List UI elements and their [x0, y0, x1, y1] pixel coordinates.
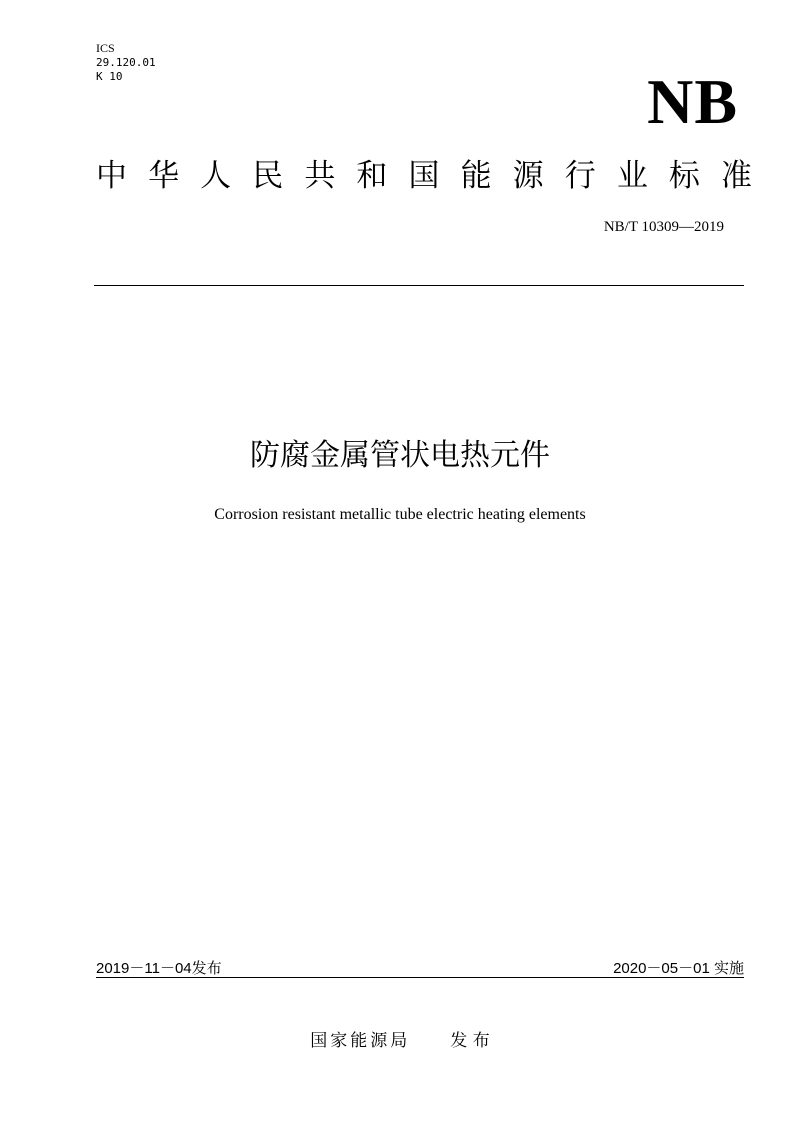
ics-label: ICS [96, 41, 115, 55]
date-row [96, 959, 744, 977]
implement-date-group [613, 959, 744, 978]
ics-code-value: 29.120.01 [96, 56, 156, 69]
ics-code [96, 41, 156, 70]
implement-date: 2020－05－01 [613, 960, 710, 977]
publish-action: 发 布 [450, 1031, 490, 1051]
classification-codes [96, 41, 156, 84]
issue-date-group [96, 959, 222, 978]
header-divider [94, 285, 744, 286]
standard-number: NB/T 10309—2019 [603, 219, 724, 235]
implement-label: 实施 [713, 959, 744, 977]
issue-date: 2019－11－04 [96, 960, 192, 977]
date-underline [96, 977, 744, 978]
document-title-cn: 防腐金属管状电热元件 [250, 438, 550, 473]
issuer-title: 中华人民共和国能源行业标准 [96, 158, 752, 194]
document-title-en: Corrosion resistant metallic tube electric heating elements [214, 506, 586, 523]
ccs-code: K 10 [96, 70, 123, 83]
nb-logo: NB [647, 66, 738, 137]
publisher-name: 国家能源局 [310, 1031, 411, 1051]
publisher-line [0, 1030, 800, 1052]
issue-label: 发布 [191, 959, 222, 977]
